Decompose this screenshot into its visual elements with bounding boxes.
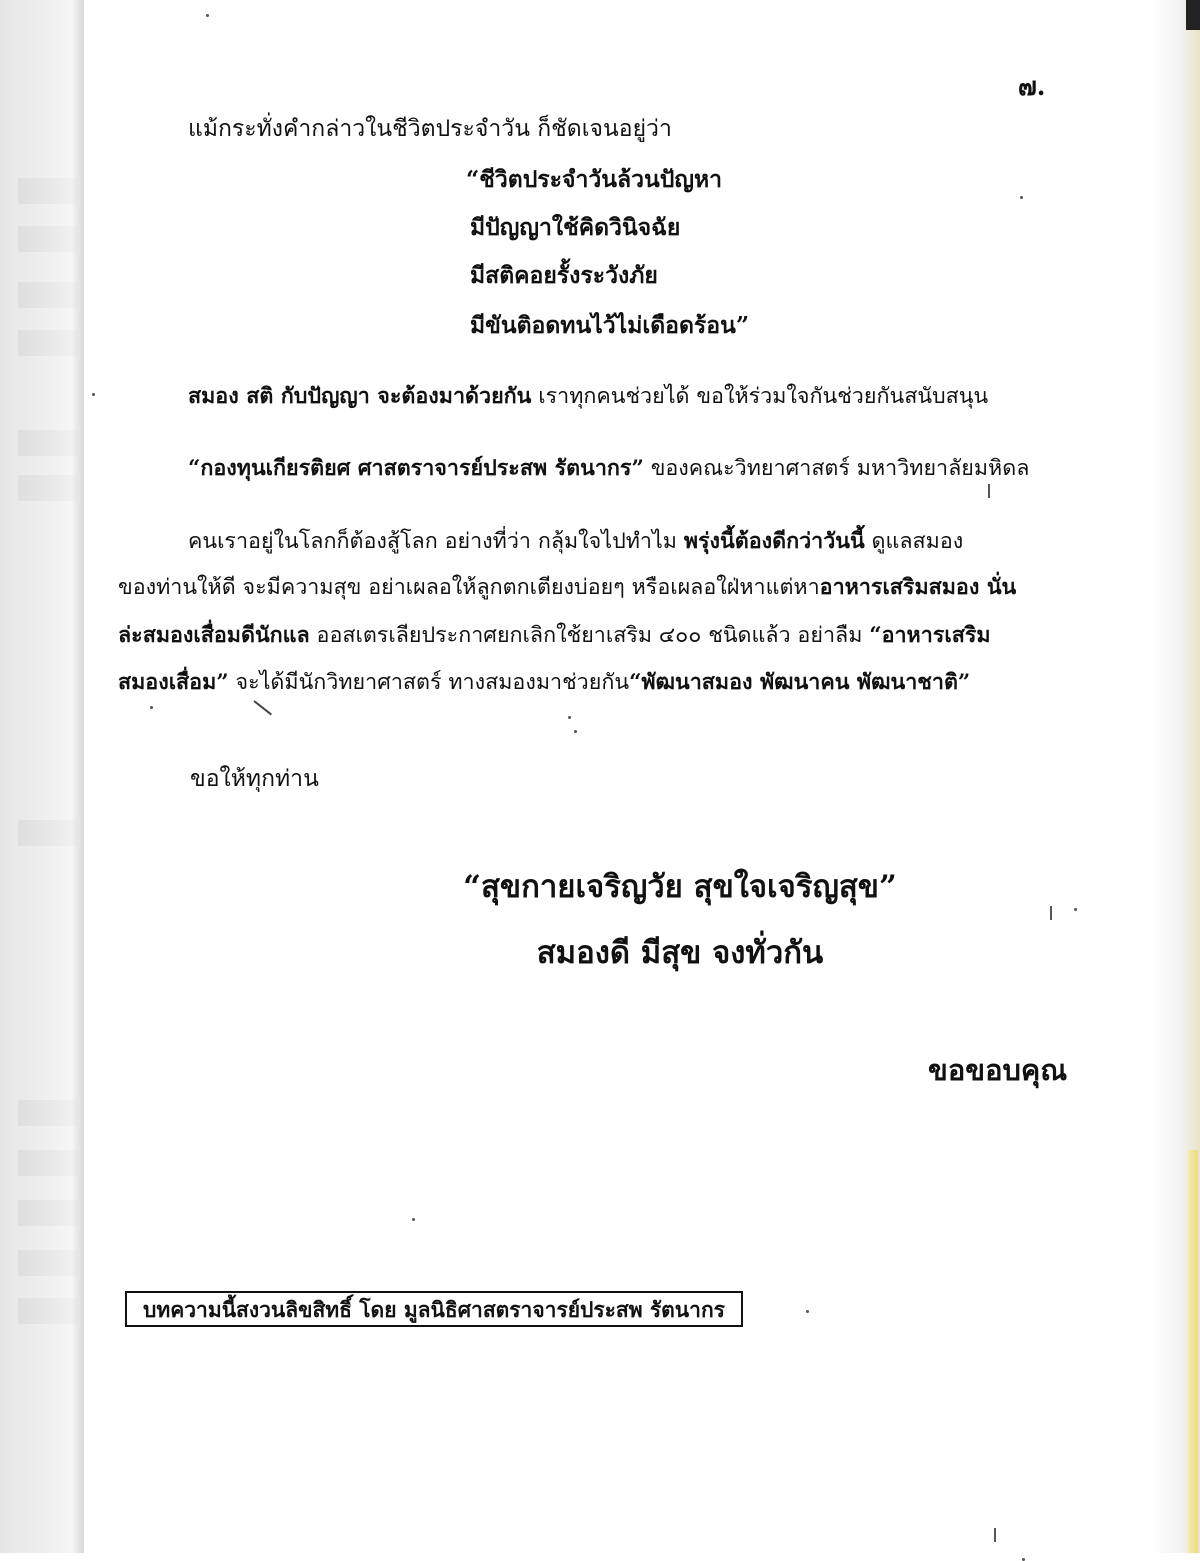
blessing-line: “สุขกายเจริญวัย สุขใจเจริญสุข” [463,869,897,905]
paragraph-body-line [188,527,963,557]
paragraph-body-line [118,573,1016,603]
scan-bleed-through [18,226,78,252]
scan-bleed-through [18,178,78,204]
body-text: คนเราอยู่ในโลกก็ต้องสู้โลก อย่างที่ว่า กลุ้มใจไปทำไม [188,529,684,554]
paragraph-support-bold: สมอง สติ กับปัญญา จะต้องมาด้วยกัน [188,384,532,409]
body-emphasis: อาหารเสริมสมอง นั่น [819,575,1017,600]
fund-owner: ของคณะวิทยาศาสตร์ มหาวิทยาลัยมหิดล [643,456,1030,481]
intro-line: แม้กระทั่งคำกล่าวในชีวิตประจำวัน ก็ชัดเจนอยู่ว่า [188,116,672,142]
paragraph-body-line [118,668,970,698]
body-text: ออสเตรเลียประกาศยกเลิกใช้ยาเสริม ๔๐๐ ชนิดแล้ว อย่าลืม [309,623,870,648]
closing-thanks: ขอขอบคุณ [928,1053,1068,1087]
scan-bleed-through [18,1100,78,1126]
body-text: ดูแลสมอง [864,529,964,554]
scan-bleed-through [18,1150,78,1176]
paragraph-support-text: เราทุกคนช่วยได้ ขอให้ร่วมใจกันช่วยกันสนับสนุน [531,384,989,409]
body-text: จะได้มีนักวิทยาศาสตร์ ทางสมองมาช่วยกัน [228,670,630,695]
scan-tick-mark [1050,906,1052,920]
page-number: ๗. [1018,72,1046,101]
blessing-line: สมองดี มีสุข จงทั่วกัน [536,935,824,971]
scan-bleed-through [18,820,78,846]
scan-yellow-edge [1188,1150,1198,1553]
body-emphasis: สมองเสื่อม” [118,670,229,695]
poem-line: “ชีวิตประจำวันล้วนปัญหา [466,166,723,193]
copyright-box [125,1291,743,1327]
pen-stroke-mark [253,700,272,715]
scan-bleed-through [18,1298,78,1324]
scan-bleed-through [18,475,78,501]
scan-speck [92,393,95,396]
scan-speck [806,1310,809,1313]
scan-bleed-through [18,1200,78,1226]
scan-speck [412,1218,415,1221]
scan-bleed-through [18,330,78,356]
scan-corner-mark [1186,0,1200,30]
body-emphasis: พรุ่งนี้ต้องดีกว่าวันนี้ [683,529,865,554]
scan-speck [568,716,571,719]
poem-line: มีสติคอยรั้งระวังภัย [470,262,658,289]
scan-tick-mark [988,484,990,498]
body-emphasis: “อาหารเสริม [869,623,991,648]
scan-speck [206,14,209,17]
scan-bleed-through [18,1250,78,1276]
scan-tick-mark [994,1528,996,1542]
paragraph-support [188,382,988,412]
scan-bleed-through [18,282,78,308]
copyright-notice: บทความนี้สงวนลิขสิทธิ์ โดย มูลนิธิศาสตราจารย์ประสพ รัตนากร [143,1297,725,1322]
body-emphasis: ล่ะสมองเสื่อมดีนักแล [118,623,310,648]
poem-line: มีขันติอดทนไว้ไม่เดือดร้อน” [470,312,750,339]
body-text: ของท่านให้ดี จะมีความสุข อย่าเผลอให้ลูกตกเตียงบ่อยๆ หรือเผลอใฝ่หาแต่หา [118,575,820,600]
fund-name: “กองทุนเกียรติยศ ศาสตราจารย์ประสพ รัตนากร” [188,456,644,481]
scan-bleed-through [18,430,78,456]
paragraph-body-line [118,621,991,651]
scan-speck [1020,196,1023,199]
scan-speck [1074,908,1077,911]
scan-speck [150,706,153,709]
body-emphasis: “พัฒนาสมอง พัฒนาคน พัฒนาชาติ” [629,670,971,695]
paragraph-fund [188,454,1029,484]
wish-intro: ขอให้ทุกท่าน [190,766,319,792]
scan-speck [574,730,577,733]
poem-line: มีปัญญาใช้คิดวินิจฉัย [470,214,681,241]
